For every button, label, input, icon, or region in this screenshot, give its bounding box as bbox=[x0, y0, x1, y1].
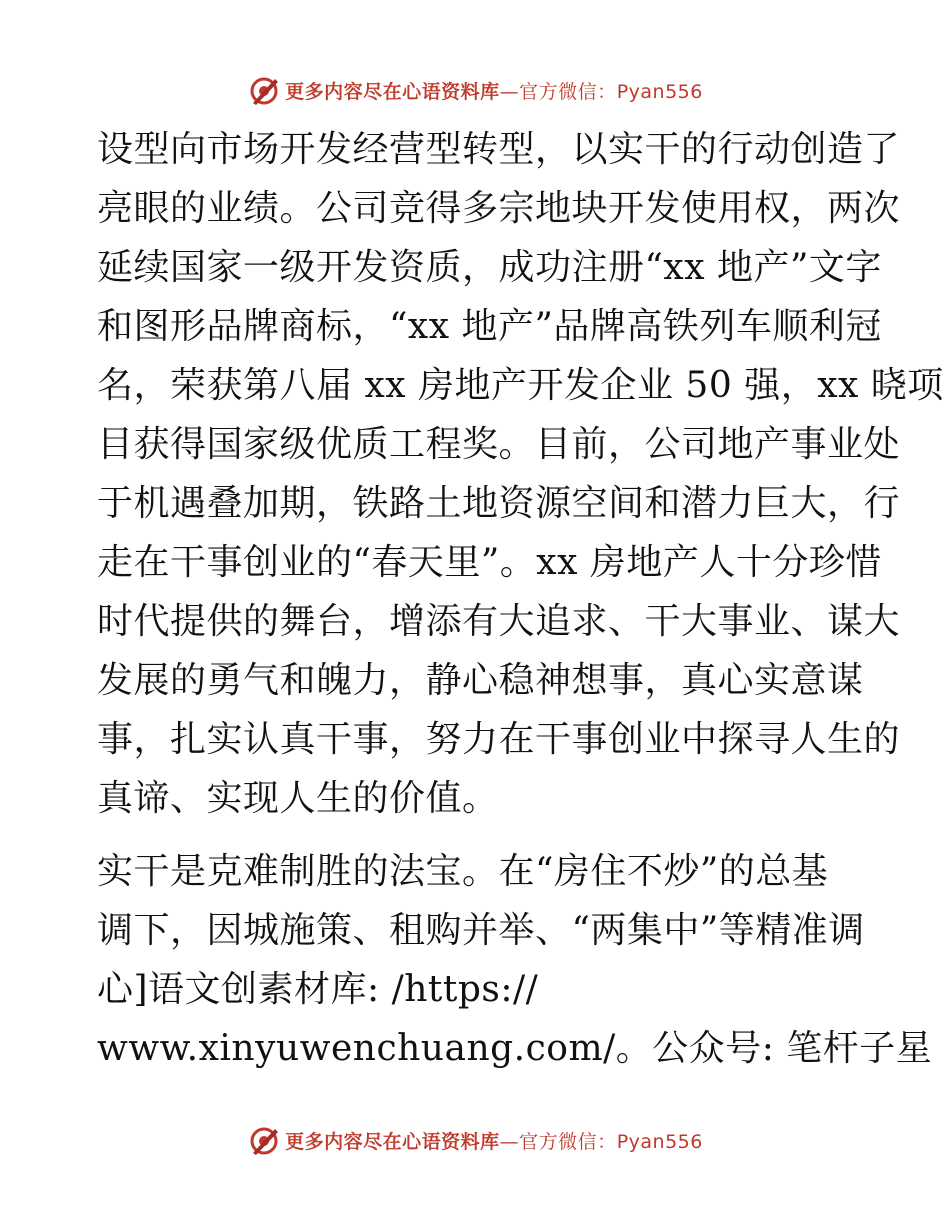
quill-logo-icon bbox=[247, 73, 281, 107]
text-line: 实干是克难制胜的法宝。在“房住不炒”的总基 bbox=[97, 851, 829, 892]
text-line: 亮眼的业绩。公司竞得多宗地块开发使用权，两次 bbox=[97, 188, 901, 229]
text-line: 心]语文创素材库: /https:// bbox=[97, 969, 539, 1010]
text-line: 延续国家一级开发资质，成功注册“xx 地产”文字 bbox=[97, 247, 882, 288]
text-line: 于机遇叠加期，铁路土地资源空间和潜力巨大，行 bbox=[97, 483, 901, 524]
footer-banner bbox=[0, 1120, 950, 1160]
text-line: 走在干事创业的“春天里”。xx 房地产人十分珍惜 bbox=[97, 542, 882, 583]
text-line: 调下，因城施策、租购并举、“两集中”等精准调 bbox=[97, 910, 865, 951]
text-line: 设型向市场开发经营型转型，以实干的行动创造了 bbox=[97, 129, 901, 170]
text-line: 时代提供的舞台，增添有大追求、干大事业、谋大 bbox=[97, 601, 901, 642]
banner-dash: — bbox=[499, 80, 520, 103]
banner-dash: — bbox=[499, 1130, 520, 1153]
header-banner bbox=[0, 70, 950, 110]
document-body bbox=[97, 120, 944, 1078]
quill-logo-icon bbox=[247, 1123, 281, 1157]
banner-text bbox=[285, 1127, 703, 1154]
text-line: www.xinyuwenchuang.com/。公众号: 笔杆子星 bbox=[97, 1028, 933, 1069]
text-line: 名，荣获第八届 xx 房地产开发企业 50 强，xx 晓项 bbox=[97, 365, 944, 406]
banner-main-text: 更多内容尽在心语资料库 bbox=[285, 80, 500, 103]
banner-wechat-label: 官方微信： bbox=[519, 1130, 617, 1153]
paragraph-1 bbox=[97, 120, 944, 828]
banner-wechat-id: Pyan556 bbox=[616, 80, 703, 103]
banner-text bbox=[285, 77, 703, 104]
banner-wechat-label: 官方微信： bbox=[519, 80, 617, 103]
text-line: 发展的勇气和魄力，静心稳神想事，真心实意谋 bbox=[97, 660, 864, 701]
banner-wechat-id: Pyan556 bbox=[616, 1130, 703, 1153]
text-line: 真谛、实现人生的价值。 bbox=[97, 778, 499, 819]
text-line: 事，扎实认真干事，努力在干事创业中探寻人生的 bbox=[97, 719, 901, 760]
text-line: 目获得国家级优质工程奖。目前，公司地产事业处 bbox=[97, 424, 901, 465]
paragraph-2 bbox=[97, 842, 933, 1078]
banner-main-text: 更多内容尽在心语资料库 bbox=[285, 1130, 500, 1153]
text-line: 和图形品牌商标，“xx 地产”品牌高铁列车顺利冠 bbox=[97, 306, 882, 347]
